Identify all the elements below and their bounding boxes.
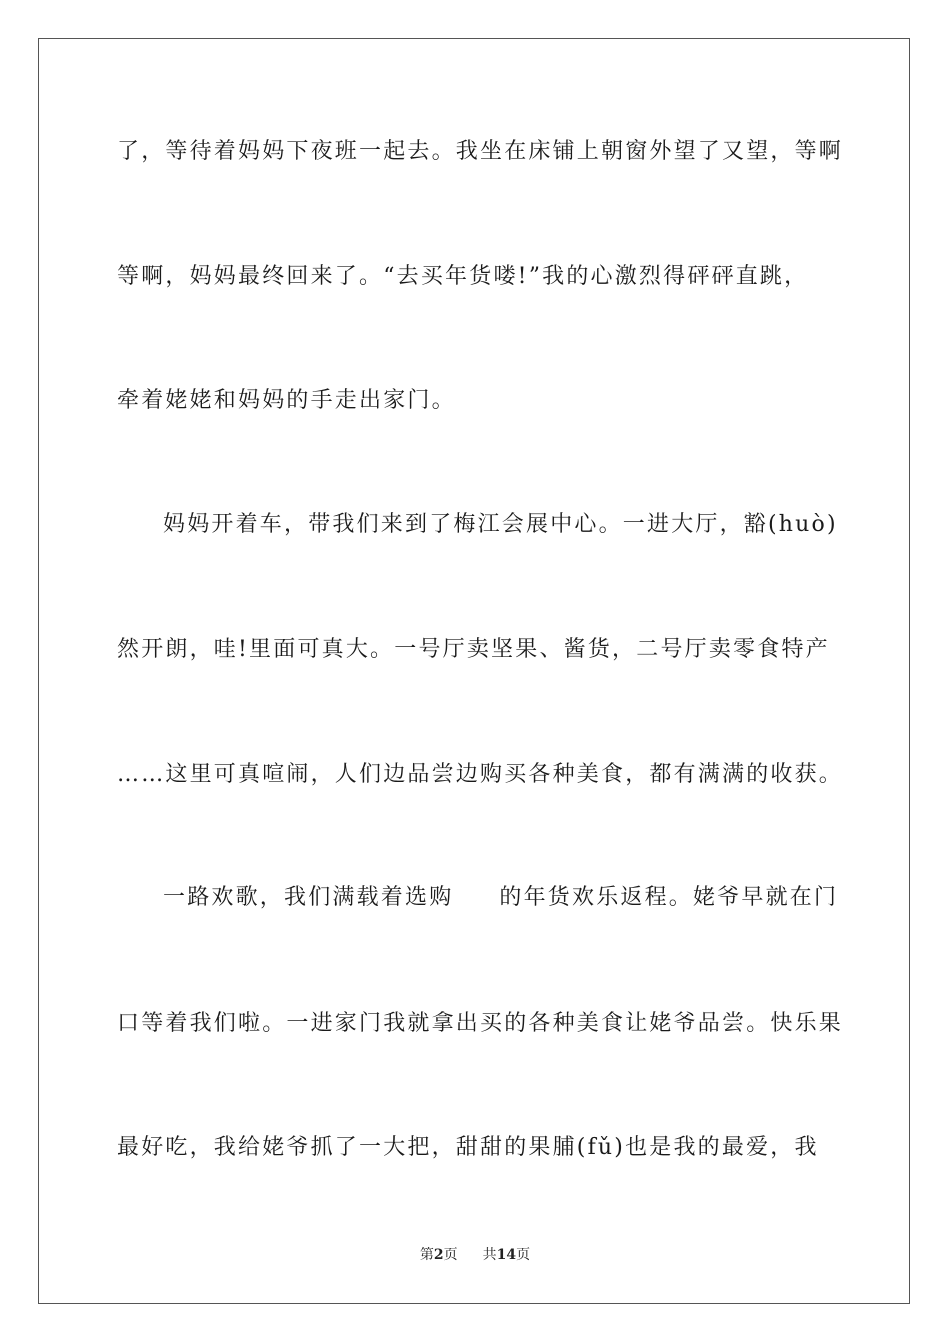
text-line: 然开朗，哇!里面可真大。一号厅卖坚果、酱货，二号厅卖零食特产 xyxy=(117,637,830,662)
text-segment: 的年货欢乐返程。姥爷早就在门 xyxy=(499,885,839,910)
total-pages: 14 xyxy=(496,1247,517,1263)
text-line: 了，等待着妈妈下夜班一起去。我坐在床铺上朝窗外望了又望，等啊 xyxy=(117,139,844,164)
text-line: 等啊，妈妈最终回来了。“去买年货喽!”我的心激烈得砰砰直跳， xyxy=(117,264,809,289)
page-number: 第2页 xyxy=(419,1247,458,1263)
text-line xyxy=(117,883,839,913)
current-page: 2 xyxy=(433,1247,444,1263)
text-line: ……这里可真喧闹，人们边品尝边购买各种美食，都有满满的收获。 xyxy=(117,762,844,787)
page-total: 共14页 xyxy=(482,1247,531,1263)
page-frame xyxy=(38,38,910,1304)
text-line: 牵着姥姥和妈妈的手走出家门。 xyxy=(117,388,456,413)
text-line: 妈妈开着车，带我们来到了梅江会展中心。一进大厅，豁(huò) xyxy=(163,512,838,537)
page-footer xyxy=(0,1245,950,1265)
text-segment: 一路欢歌，我们满载着选购 xyxy=(163,885,454,910)
text-line: 最好吃，我给姥爷抓了一大把，甜甜的果脯(fǔ)也是我的最爱，我 xyxy=(117,1135,819,1160)
text-line: 口等着我们啦。一进家门我就拿出买的各种美食让姥爷品尝。快乐果 xyxy=(117,1011,844,1036)
